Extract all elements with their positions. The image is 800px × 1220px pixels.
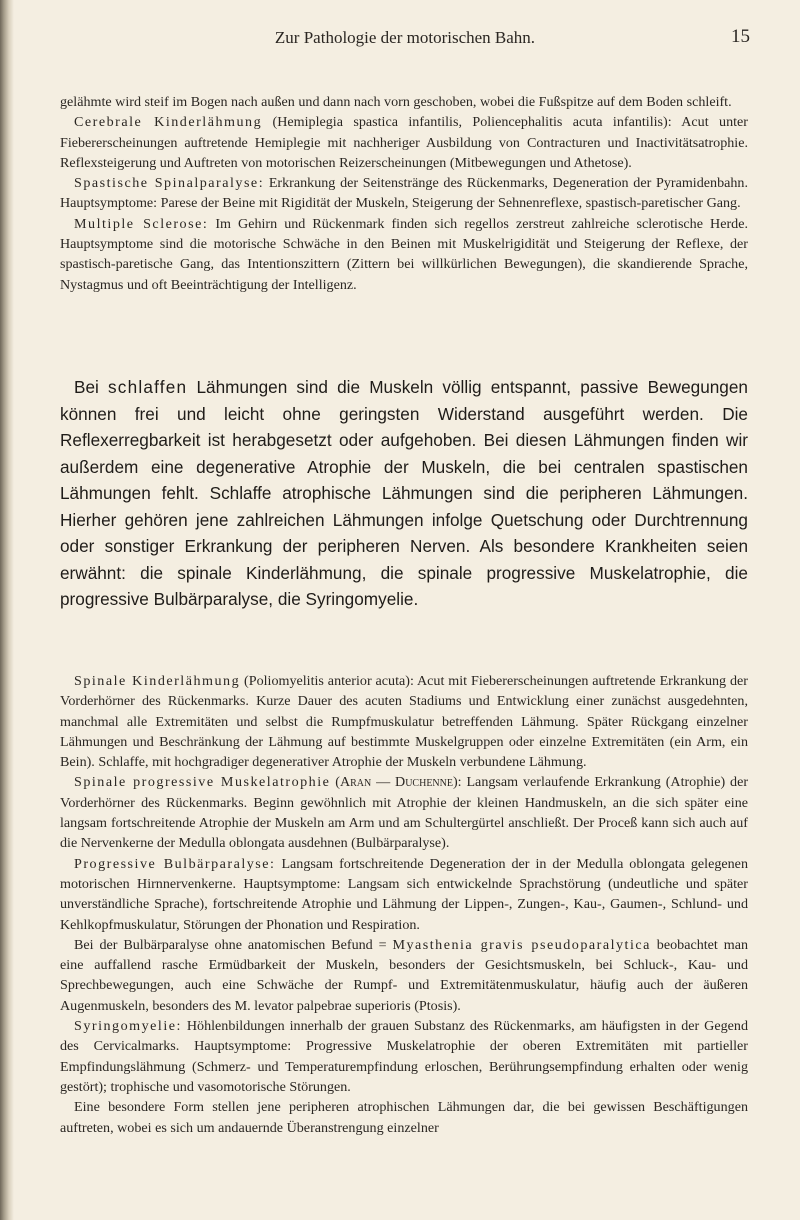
paragraph-multiple-sclerosis: Multiple Sclerose: Im Gehirn und Rückenmark finden sich regellos zerstreut zahlreiche sclerotische Herde. Hauptsymptome sind die motorische Schwäche in den Beinen mit Muskelrigidität und Steigerung der Reflexe, der spastisch-paretische Gang, das Intentionszittern (Zittern bei willkürlichen Bewegungen), die skandierende Sprache, Nystagmus und oft Beeinträchtigung der Intelligenz. — [60, 215, 748, 293]
paragraph-spastic-spinal-paralysis: Spastische Spinalparalyse: Erkrankung der Seitenstränge des Rückenmarks, Degeneration der Pyramidenbahn. Hauptsymptome: Parese der Beine mit Rigidität der Muskeln, Steigerung der Sehnenreflexe, spastisch-paretischer Gang. — [60, 175, 748, 212]
term-polio: Spinale Kinderlähmung — [74, 673, 241, 689]
paragraph-cerebral-palsy: Cerebrale Kinderlähmung (Hemiplegia spastica infantilis, Poliencephalitis acuta infantilis): Acut unter Fiebererscheinungen auftretende Hemiplegie mit nachheriger Ausbildung von Contracturen und Inactivitätsatrophie. Reflexsteigerung und Auftreten von motorischen Reizerscheinungen (Mitbewegungen und Athetose). — [60, 114, 748, 171]
paragraph-bulbar-paralysis: Progressive Bulbärparalyse: Langsam fortschreitende Degeneration der in der Medulla oblongata gelegenen motorischen Hirnnervenkerne. Hauptsymptome: Langsam sich entwickelnde Sprachstörung (undeutliche und später unverständliche Sprache), fortschreitende Atrophie und Lähmung der Lippen-, Zungen-, Kau-, Gaumen-, Schlund- und Kehlkopfmuskulatur, Störungen der Phonation und Respiration. — [60, 855, 748, 933]
section-flaccid-diseases — [60, 671, 748, 1138]
term-multiple-sclerosis: Multiple Sclerose: — [74, 215, 209, 232]
page-number: 15 — [731, 26, 750, 47]
term-cerebral-palsy: Cerebrale Kinderlähmung — [74, 114, 263, 131]
paragraph-muscular-atrophy: Spinale progressive Muskelatrophie (Aran — Duchenne): Langsam verlaufende Erkrankung (Atrophie) der Vorderhörner des Rückenmarks. Beginn gewöhnlich mit Atrophie der kleinen Handmuskeln, an die sich später eine langsam fortschreitende Atrophie der Muskeln am Arm und am Schultergürtel anschließt. Der Proceß kann sich auch auf die Nervenkerne der Medulla oblongata ausdehnen (Bulbärparalyse). — [60, 774, 749, 852]
term-myasthenia: Myasthenia gravis pseudoparalytica — [392, 936, 651, 953]
section-flaccid-paralyses — [60, 374, 748, 613]
term-syringomyelia: Syringomyelie: — [74, 1018, 182, 1035]
page-header — [60, 24, 750, 58]
term-muscular-atrophy: Spinale progressive Muskelatrophie — [74, 774, 331, 791]
paragraph-myasthenia: Bei der Bulbärparalyse ohne anatomischen Befund = Myasthenia gravis pseudoparalytica beobachtet man eine auffallend rasche Ermüdbarkeit der Muskeln, besonders der Gesichtsmuskeln, bei Schluck-, Kau- und Sprechbewegungen, auch eine Schwäche der Rumpf- und Extremitätenmuskulatur, häufig auch der äußeren Augenmuskeln, besonders des M. levator palpebrae superioris (Ptosis). — [60, 936, 748, 1014]
paragraph-gait: gelähmte wird steif im Bogen nach außen und dann nach vorn geschoben, wobei die Fußspitze auf dem Boden schleift. — [60, 94, 732, 110]
running-title: Zur Pathologie der motorischen Bahn. — [274, 28, 536, 47]
paragraph-syringomyelia: Syringomyelie: Höhlenbildungen innerhalb der grauen Substanz des Rückenmarks, am häufigsten in der Gegend des Cervicalmarks. Hauptsymptome: Progressive Muskelatrophie der oberen Extremitäten mit partieller Empfindungslähmung (Schmerz- und Temperaturempfindung erloschen, Berührungsempfindung erhalten oder wenig gestört); trophische und vasomotorische Störungen. — [60, 1018, 748, 1095]
term-spastic-spinal-paralysis: Spastische Spinalparalyse: — [74, 175, 265, 192]
book-spine-shadow — [0, 0, 14, 1220]
paragraph-occupational-paralyses: Eine besondere Form stellen jene peripheren atrophischen Lähmungen dar, die bei gewissen Beschäftigungen auftreten, wobei es sich um andauernde Überanstrengung einzelner — [60, 1099, 748, 1136]
term-flaccid: schlaffen — [108, 377, 188, 397]
paragraph-polio: Spinale Kinderlähmung (Poliomyelitis anterior acuta): Acut mit Fiebererscheinungen auftretende Erkrankung der Vorderhörner des Rückenmarks. Kurze Dauer des acuten Stadiums und Entwicklung einer zunächst ausgedehnten, manchmal alle Extremitäten und selbst die Rumpfmuskulatur betreffenden Lähmung. Später Rückgang einzelner Lähmungen und Beschränkung der Lähmung auf bestimmte Muskelgruppen oder einzelne Extremitäten (ein Arm, ein Bein). Schlaffe, mit hochgradiger degenerativer Atrophie der Muskeln verbundene Lähmung. — [60, 673, 748, 771]
author-names: Aran — Duchenne — [339, 774, 453, 791]
paragraph-flaccid-intro: Bei schlaffen Lähmungen sind die Muskeln völlig entspannt, passive Bewegungen können frei und leicht ohne geringsten Widerstand ausgeführt werden. Die Reflexerregbarkeit ist herabgesetzt oder aufgehoben. Bei diesen Lähmungen finden wir außerdem eine degenerative Atrophie der Muskeln, die bei centralen spastischen Lähmungen fehlt. Schlaffe atrophische Lähmungen sind die peripheren Lähmungen. Hierher gehören jene zahlreichen Lähmungen infolge Quetschung oder Durchtrennung oder sonstiger Erkrankung der peripheren Nerven. Als besondere Krankheiten seien erwähnt: die spinale Kinderlähmung, die spinale progressive Muskelatrophie, die progressive Bulbärparalyse, die Syringomyelie. — [60, 377, 748, 609]
term-bulbar-paralysis: Progressive Bulbärparalyse: — [74, 855, 276, 872]
section-spastic-paralyses — [60, 92, 748, 295]
